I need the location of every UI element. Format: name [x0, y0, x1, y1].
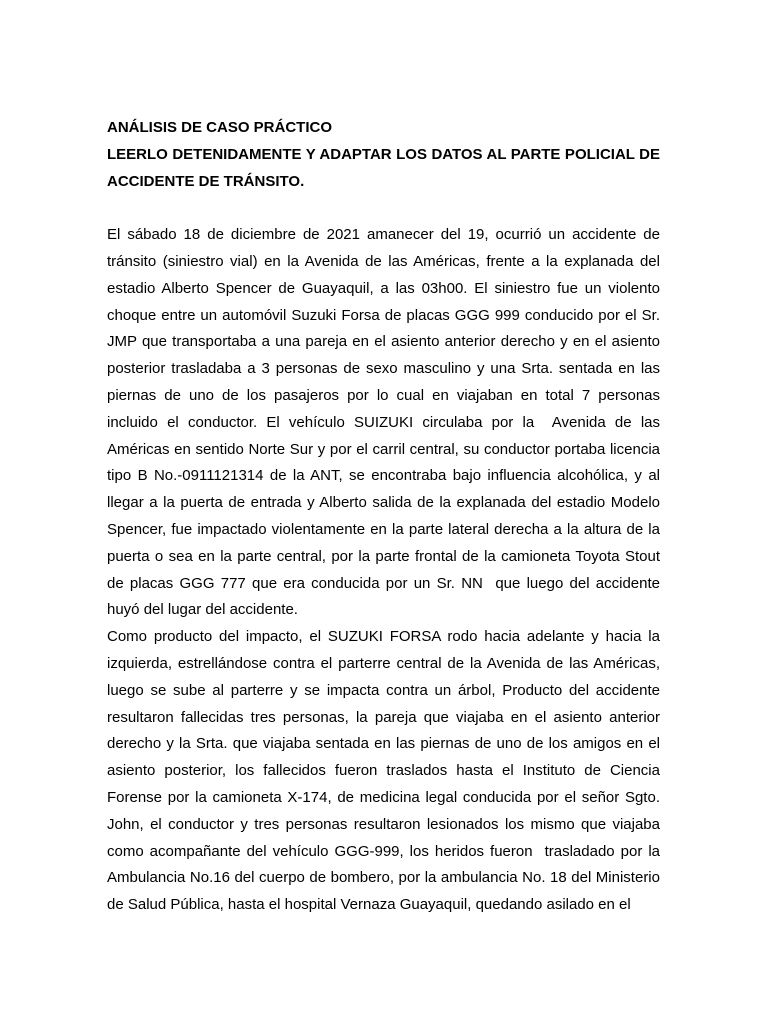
- document-page: [107, 115, 665, 919]
- blank-line: [107, 195, 660, 222]
- paragraph-2: Como producto del impacto, el SUZUKI FORSA rodo hacia adelante y hacia la izquierda, estrellándose contra el parterre central de la Avenida de las Américas, luego se sube al parterre y se impacta contra un árbol, Producto del accidente resultaron fallecidas tres personas, la pareja que viajaba en el asiento anterior derecho y la Srta. que viajaba sentada en las piernas de uno de los amigos en el asiento posterior, los fallecidos fueron traslados hasta el Instituto de Ciencia Forense por la camioneta X-174, de medicina legal conducida por el señor Sgto. John, el conductor y tres personas resultaron lesionados los mismo que viajaba como acompañante del vehículo GGG-999, los heridos fueron trasladado por la Ambulancia No.16 del cuerpo de bombero, por la ambulancia No. 18 del Ministerio de Salud Pública, hasta el hospital Vernaza Guayaquil, quedando asilado en el: [107, 628, 665, 914]
- paragraph-1: El sábado 18 de diciembre de 2021 amanecer del 19, ocurrió un accidente de tránsito (siniestro vial) en la Avenida de las Américas, frente a la explanada del estadio Alberto Spencer de Guayaquil, a las 03h00. El siniestro fue un violento choque entre un automóvil Suzuki Forsa de placas GGG 999 conducido por el Sr. JMP que transportaba a una pareja en el asiento anterior derecho y en el asiento posterior trasladaba a 3 personas de sexo masculino y una Srta. sentada en las piernas de uno de los pasajeros por lo cual en viajaban en total 7 personas incluido el conductor. El vehículo SUIZUKI circulaba por la Avenida de las Américas en sentido Norte Sur y por el carril central, su conductor portaba licencia tipo B No.-0911121314 de la ANT, se encontraba bajo influencia alcohólica, y al llegar a la puerta de entrada y Alberto salida de la explanada del estadio Modelo Spencer, fue impactado violentamente en la parte lateral derecha a la altura de la puerta o sea en la parte central, por la parte frontal de la camioneta Toyota Stout de placas GGG 777 que era conducida por un Sr. NN que luego del accidente huyó del lugar del accidente.: [107, 226, 665, 619]
- document-subtitle: LEERLO DETENIDAMENTE Y ADAPTAR LOS DATOS AL PARTE POLICIAL DE ACCIDENTE DE TRÁNSITO.: [107, 145, 660, 190]
- document-title: ANÁLISIS DE CASO PRÁCTICO: [107, 119, 333, 136]
